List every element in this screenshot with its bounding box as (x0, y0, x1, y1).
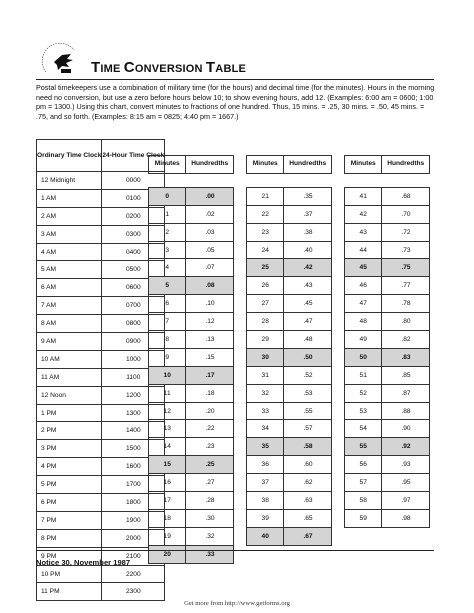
hundredths-cell: .40 (284, 241, 332, 259)
minutes-row (247, 205, 332, 223)
minutes-header: Minutes (149, 156, 186, 174)
spacer-cell (149, 173, 186, 187)
minutes-row (149, 438, 234, 456)
minutes-row (247, 366, 332, 384)
minutes-row (149, 366, 234, 384)
minutes-cell: 2 (149, 223, 186, 241)
minutes-row (247, 313, 332, 331)
clock-row (37, 494, 165, 512)
military-time-cell: 0100 (102, 189, 165, 207)
minutes-row (345, 456, 430, 474)
hundredths-cell: .43 (284, 277, 332, 295)
clock-row (37, 476, 165, 494)
minutes-row (247, 527, 332, 545)
hundredths-cell: .90 (382, 420, 430, 438)
minutes-row (247, 331, 332, 349)
clock-row (37, 189, 165, 207)
minutes-cell: 9 (149, 348, 186, 366)
military-time-cell: 0000 (102, 172, 165, 190)
clock-row (37, 565, 165, 583)
hundredths-cell: .88 (382, 402, 430, 420)
minutes-cell: 38 (247, 492, 284, 510)
hundredths-header: Hundredths (186, 156, 234, 174)
military-time-cell: 0200 (102, 207, 165, 225)
ordinary-time-cell: 8 AM (37, 315, 102, 333)
minutes-cell: 25 (247, 259, 284, 277)
minutes-cell: 39 (247, 509, 284, 527)
hundredths-cell: .37 (284, 205, 332, 223)
clock-row (37, 261, 165, 279)
intro-paragraph (36, 83, 438, 121)
minutes-cell: 37 (247, 474, 284, 492)
minutes-cell: 50 (345, 348, 382, 366)
page-title: TIME CONVERSION TABLE (91, 59, 247, 76)
hundredths-header: Hundredths (382, 156, 430, 174)
ordinary-time-cell: 1 PM (37, 404, 102, 422)
hundredths-cell: .05 (186, 241, 234, 259)
ordinary-time-cell: 12 Noon (37, 386, 102, 404)
hundredths-cell: .47 (284, 313, 332, 331)
minutes-row (247, 384, 332, 402)
minutes-row (345, 420, 430, 438)
hundredths-cell: .15 (186, 348, 234, 366)
minutes-row (247, 277, 332, 295)
ordinary-time-cell: 10 PM (37, 565, 102, 583)
hundredths-cell: .93 (382, 456, 430, 474)
minutes-row (345, 313, 430, 331)
minutes-cell: 29 (247, 331, 284, 349)
minutes-row (345, 402, 430, 420)
clock-conversion-table (36, 139, 165, 601)
hundredths-cell: .18 (186, 384, 234, 402)
military-time-cell: 1600 (102, 458, 165, 476)
clock-row (37, 386, 165, 404)
hundredths-cell: .57 (284, 420, 332, 438)
military-time-cell: 0600 (102, 279, 165, 297)
clock-row (37, 243, 165, 261)
clock-row (37, 529, 165, 547)
minutes-cell: 31 (247, 366, 284, 384)
hundredths-cell: .72 (382, 223, 430, 241)
hundredths-cell: .95 (382, 474, 430, 492)
hundredths-cell: .32 (186, 527, 234, 545)
minutes-cell: 21 (247, 187, 284, 205)
clock-row (37, 422, 165, 440)
minutes-row (149, 223, 234, 241)
minutes-cell: 53 (345, 402, 382, 420)
military-time-cell: 1500 (102, 440, 165, 458)
minutes-row (149, 420, 234, 438)
minutes-row (247, 187, 332, 205)
hundredths-cell: .07 (186, 259, 234, 277)
hundredths-cell: .00 (186, 187, 234, 205)
military-time-cell: 1700 (102, 476, 165, 494)
hundredths-cell: .65 (284, 509, 332, 527)
clock-row (37, 225, 165, 243)
clock-row (37, 207, 165, 225)
minutes-cell: 54 (345, 420, 382, 438)
ordinary-time-cell: 11 PM (37, 583, 102, 601)
minutes-row (149, 205, 234, 223)
hundredths-cell: .42 (284, 259, 332, 277)
minutes-row (149, 474, 234, 492)
minutes-cell: 22 (247, 205, 284, 223)
military-time-cell: 1200 (102, 386, 165, 404)
minutes-cell: 27 (247, 295, 284, 313)
ordinary-time-cell: 2 PM (37, 422, 102, 440)
minutes-cell: 4 (149, 259, 186, 277)
clock-row (37, 350, 165, 368)
spacer-row (247, 173, 332, 187)
hundredths-header: Hundredths (284, 156, 332, 174)
hundredths-cell: .70 (382, 205, 430, 223)
minutes-cell: 20 (149, 545, 186, 563)
minutes-cell: 13 (149, 420, 186, 438)
minutes-row (247, 223, 332, 241)
minutes-row (345, 509, 430, 527)
minutes-cell: 6 (149, 295, 186, 313)
minutes-header: Minutes (247, 156, 284, 174)
minutes-row (149, 509, 234, 527)
hundredths-cell: .13 (186, 331, 234, 349)
minutes-cell: 28 (247, 313, 284, 331)
minutes-row (345, 277, 430, 295)
ordinary-time-cell: 8 PM (37, 529, 102, 547)
military-time-cell: 0500 (102, 261, 165, 279)
clock-header-ordinary: Ordinary Time Clock (37, 140, 102, 172)
minutes-row (149, 348, 234, 366)
hundredths-cell: .23 (186, 438, 234, 456)
military-time-cell: 0300 (102, 225, 165, 243)
minutes-cell: 17 (149, 492, 186, 510)
ordinary-time-cell: 7 PM (37, 511, 102, 529)
ordinary-time-cell: 9 PM (37, 547, 102, 565)
spacer-cell (345, 173, 382, 187)
minutes-row (149, 277, 234, 295)
military-time-cell: 1400 (102, 422, 165, 440)
minutes-cell: 7 (149, 313, 186, 331)
hundredths-cell: .85 (382, 366, 430, 384)
spacer-row (345, 173, 430, 187)
minutes-cell: 15 (149, 456, 186, 474)
hundredths-cell: .62 (284, 474, 332, 492)
ordinary-time-cell: 4 PM (37, 458, 102, 476)
military-time-cell: 2200 (102, 565, 165, 583)
minutes-row (149, 187, 234, 205)
hundredths-cell: .77 (382, 277, 430, 295)
hundredths-cell: .53 (284, 384, 332, 402)
minutes-row (345, 438, 430, 456)
ordinary-time-cell: 7 AM (37, 297, 102, 315)
military-time-cell: 0400 (102, 243, 165, 261)
military-time-cell: 0700 (102, 297, 165, 315)
minutes-row (247, 474, 332, 492)
hundredths-cell: .48 (284, 331, 332, 349)
notice-text: Notice 30, November 1987 (36, 558, 131, 567)
hundredths-cell: .25 (186, 456, 234, 474)
hundredths-cell: .27 (186, 474, 234, 492)
minutes-row (149, 241, 234, 259)
minutes-cell: 51 (345, 366, 382, 384)
hundredths-cell: .38 (284, 223, 332, 241)
minutes-table-1 (148, 155, 234, 564)
hundredths-cell: .12 (186, 313, 234, 331)
minutes-cell: 3 (149, 241, 186, 259)
military-time-cell: 2000 (102, 529, 165, 547)
clock-row (37, 458, 165, 476)
minutes-row (247, 402, 332, 420)
minutes-row (149, 402, 234, 420)
clock-row (37, 172, 165, 190)
minutes-cell: 16 (149, 474, 186, 492)
clock-row (37, 368, 165, 386)
minutes-row (345, 331, 430, 349)
minutes-cell: 42 (345, 205, 382, 223)
top-rule (36, 79, 434, 80)
hundredths-cell: .63 (284, 492, 332, 510)
hundredths-cell: .82 (382, 331, 430, 349)
ordinary-time-cell: 1 AM (37, 189, 102, 207)
hundredths-cell: .80 (382, 313, 430, 331)
minutes-cell: 19 (149, 527, 186, 545)
minutes-row (345, 223, 430, 241)
military-time-cell: 1300 (102, 404, 165, 422)
minutes-row (247, 348, 332, 366)
hundredths-cell: .10 (186, 295, 234, 313)
clock-row (37, 279, 165, 297)
minutes-cell: 35 (247, 438, 284, 456)
military-time-cell: 1000 (102, 350, 165, 368)
hundredths-cell: .97 (382, 492, 430, 510)
minutes-cell: 41 (345, 187, 382, 205)
hundredths-cell: .60 (284, 456, 332, 474)
hundredths-cell: .35 (284, 187, 332, 205)
military-time-cell: 1100 (102, 368, 165, 386)
minutes-row (149, 384, 234, 402)
minutes-cell: 5 (149, 277, 186, 295)
ordinary-time-cell: 5 PM (37, 476, 102, 494)
minutes-row (345, 366, 430, 384)
minutes-cell: 1 (149, 205, 186, 223)
minutes-cell: 18 (149, 509, 186, 527)
hundredths-cell: .83 (382, 348, 430, 366)
minutes-cell: 36 (247, 456, 284, 474)
minutes-cell: 11 (149, 384, 186, 402)
clock-row (37, 511, 165, 529)
minutes-table-2 (246, 155, 332, 546)
minutes-cell: 32 (247, 384, 284, 402)
spacer-cell (284, 173, 332, 187)
minutes-header: Minutes (345, 156, 382, 174)
minutes-cell: 45 (345, 259, 382, 277)
minutes-row (149, 259, 234, 277)
minutes-row (149, 545, 234, 563)
ordinary-time-cell: 4 AM (37, 243, 102, 261)
hundredths-cell: .22 (186, 420, 234, 438)
minutes-row (345, 205, 430, 223)
military-time-cell: 1800 (102, 494, 165, 512)
minutes-row (247, 509, 332, 527)
hundredths-cell: .02 (186, 205, 234, 223)
hundredths-cell: .08 (186, 277, 234, 295)
clock-header-24hour: 24-Hour Time Clock (102, 140, 165, 172)
minutes-cell: 40 (247, 527, 284, 545)
hundredths-cell: .03 (186, 223, 234, 241)
minutes-row (149, 492, 234, 510)
military-time-cell: 0900 (102, 333, 165, 351)
military-time-cell: 2300 (102, 583, 165, 601)
minutes-cell: 49 (345, 331, 382, 349)
minutes-cell: 46 (345, 277, 382, 295)
minutes-row (247, 295, 332, 313)
ordinary-time-cell: 2 AM (37, 207, 102, 225)
bottom-rule (36, 550, 434, 551)
hundredths-cell: .17 (186, 366, 234, 384)
minutes-cell: 47 (345, 295, 382, 313)
minutes-row (345, 384, 430, 402)
hundredths-cell: .73 (382, 241, 430, 259)
minutes-cell: 26 (247, 277, 284, 295)
ordinary-time-cell: 12 Midnight (37, 172, 102, 190)
military-time-cell: 2100 (102, 547, 165, 565)
minutes-row (345, 474, 430, 492)
clock-row (37, 583, 165, 601)
clock-row (37, 315, 165, 333)
hundredths-cell: .92 (382, 438, 430, 456)
hundredths-cell: .78 (382, 295, 430, 313)
spacer-row (149, 173, 234, 187)
hundredths-cell: .98 (382, 509, 430, 527)
footer-text: Get more from http://www.getforms.org (184, 600, 290, 607)
minutes-cell: 52 (345, 384, 382, 402)
minutes-row (247, 492, 332, 510)
ordinary-time-cell: 6 AM (37, 279, 102, 297)
minutes-cell: 8 (149, 331, 186, 349)
minutes-cell: 0 (149, 187, 186, 205)
clock-row (37, 297, 165, 315)
minutes-cell: 55 (345, 438, 382, 456)
clock-row (37, 440, 165, 458)
hundredths-cell: .58 (284, 438, 332, 456)
hundredths-cell: .20 (186, 402, 234, 420)
ordinary-time-cell: 11 AM (37, 368, 102, 386)
minutes-cell: 33 (247, 402, 284, 420)
hundredths-cell: .75 (382, 259, 430, 277)
minutes-row (149, 295, 234, 313)
minutes-cell: 57 (345, 474, 382, 492)
minutes-row (247, 456, 332, 474)
minutes-row (247, 259, 332, 277)
ordinary-time-cell: 6 PM (37, 494, 102, 512)
clock-row (37, 404, 165, 422)
minutes-cell: 58 (345, 492, 382, 510)
ordinary-time-cell: 3 AM (37, 225, 102, 243)
hundredths-cell: .87 (382, 384, 430, 402)
minutes-cell: 12 (149, 402, 186, 420)
ordinary-time-cell: 3 PM (37, 440, 102, 458)
hundredths-cell: .50 (284, 348, 332, 366)
minutes-cell: 44 (345, 241, 382, 259)
minutes-table-3 (344, 155, 430, 528)
spacer-cell (186, 173, 234, 187)
minutes-cell: 56 (345, 456, 382, 474)
minutes-row (149, 456, 234, 474)
minutes-row (247, 241, 332, 259)
spacer-cell (247, 173, 284, 187)
military-time-cell: 0800 (102, 315, 165, 333)
ordinary-time-cell: 10 AM (37, 350, 102, 368)
ordinary-time-cell: 5 AM (37, 261, 102, 279)
hundredths-cell: .67 (284, 527, 332, 545)
minutes-cell: 10 (149, 366, 186, 384)
ordinary-time-cell: 9 AM (37, 333, 102, 351)
clock-row (37, 333, 165, 351)
minutes-row (345, 295, 430, 313)
minutes-row (149, 527, 234, 545)
hundredths-cell: .45 (284, 295, 332, 313)
intro-text: Postal timekeepers use a combination of military time (for the hours) and decimal time (for the minutes). Hours in the morning need no conversion, but use a zero before hours below 10; to show evening hours, add 12. (Examples: 6:00 am = 0600; 1:00 pm = 1300.) Using this chart, convert minutes to fractions of one hundred. Thus, 15 mins. = .25, 30 mins. = .50, 45 mins. = .75, and so forth. (Examples: 8:15 am = 0825; 4:40 pm = 1667.) (36, 83, 435, 121)
hundredths-cell: .28 (186, 492, 234, 510)
minutes-cell: 48 (345, 313, 382, 331)
minutes-row (345, 241, 430, 259)
hundredths-cell: .30 (186, 509, 234, 527)
spacer-cell (382, 173, 430, 187)
hundredths-cell: .33 (186, 545, 234, 563)
hundredths-cell: .52 (284, 366, 332, 384)
minutes-row (149, 313, 234, 331)
usps-eagle-logo (40, 42, 80, 78)
minutes-cell: 24 (247, 241, 284, 259)
minutes-row (345, 348, 430, 366)
minutes-cell: 34 (247, 420, 284, 438)
minutes-row (247, 420, 332, 438)
minutes-cell: 14 (149, 438, 186, 456)
minutes-row (149, 331, 234, 349)
minutes-row (247, 438, 332, 456)
minutes-cell: 30 (247, 348, 284, 366)
minutes-row (345, 259, 430, 277)
minutes-cell: 43 (345, 223, 382, 241)
minutes-cell: 59 (345, 509, 382, 527)
hundredths-cell: .55 (284, 402, 332, 420)
minutes-row (345, 492, 430, 510)
military-time-cell: 1900 (102, 511, 165, 529)
hundredths-cell: .68 (382, 187, 430, 205)
minutes-cell: 23 (247, 223, 284, 241)
minutes-row (345, 187, 430, 205)
